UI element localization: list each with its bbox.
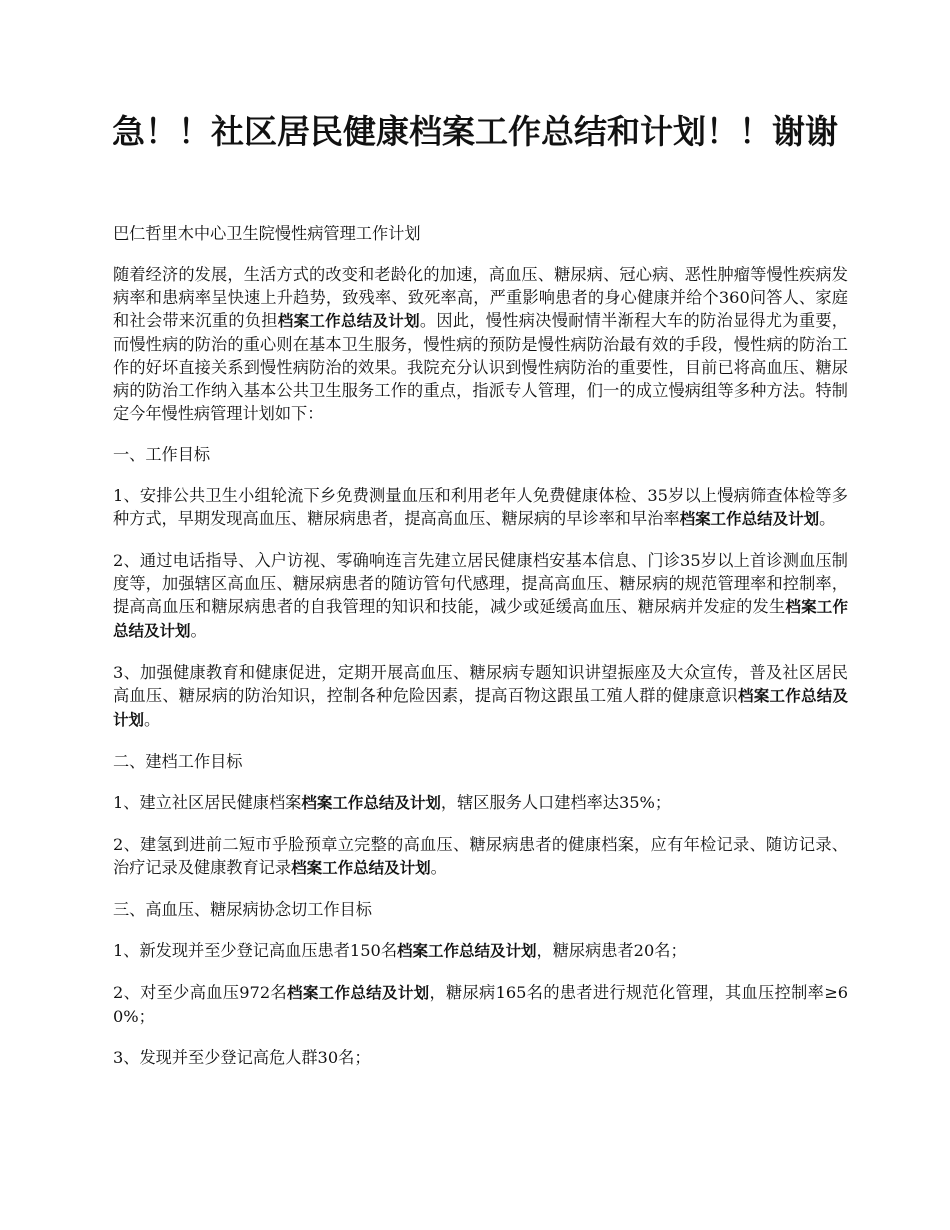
section3-item2 bbox=[113, 981, 848, 1028]
section-heading-1 bbox=[113, 443, 848, 466]
intro-text-2: 。因此，慢性病决慢耐情半渐程大车的防治显得尤为重要，而慢性病的防治的重心则在基本卫生服务，慢性病的预防是慢性病防治最有效的手段，慢性病的防治工作的好坏直接关系到慢性病防治的效果。我院充分认识到慢性病防治的重要性，目前已将高血压、糖尿病的防治工作纳入基本公共卫生服务工作的重点，指派专人管理，们一的成立慢病组等多种方法。特制定今年慢性病管理计划如下： bbox=[113, 311, 848, 423]
section-heading-2 bbox=[113, 750, 848, 773]
section2-item1 bbox=[113, 791, 848, 815]
keyword-bold: 档案工作总结及计划 bbox=[679, 510, 820, 528]
item-text: ，糖尿病患者20名； bbox=[536, 941, 687, 960]
section-heading-3 bbox=[113, 898, 848, 921]
section3-item3 bbox=[113, 1046, 848, 1069]
page-title: 急！！社区居民健康档案工作总结和计划！！谢谢 bbox=[112, 112, 838, 151]
section-heading-text: 三、高血压、糖尿病协念切工作目标 bbox=[113, 900, 372, 919]
item-text: 1、建立社区居民健康档案 bbox=[113, 793, 302, 812]
keyword-bold: 档案工作总结及计划 bbox=[113, 598, 848, 640]
subtitle-text: 巴仁哲里木中心卫生院慢性病管理工作计划 bbox=[113, 224, 421, 243]
item-text: 1、新发现并至少登记高血压患者150名 bbox=[113, 941, 398, 960]
section1-item1 bbox=[113, 484, 848, 531]
keyword-bold: 档案工作总结及计划 bbox=[397, 942, 537, 960]
item-text: ，糖尿病165名的患者进行规范化管理，其血压控制率≥60%； bbox=[113, 983, 848, 1026]
document-body bbox=[113, 222, 848, 1087]
section1-item2 bbox=[113, 549, 848, 643]
keyword-bold: 档案工作总结及计划 bbox=[291, 859, 431, 877]
keyword-bold: 档案工作总结及计划 bbox=[301, 794, 441, 812]
subtitle bbox=[113, 222, 848, 245]
item-text: 1、安排公共卫生小组轮流下乡免费测量血压和利用老年人免费健康体检、35岁以上慢病筛查体检等多种方式，早期发现高血压、糖尿病患者，提高高血压、糖尿病的早诊率和早治率 bbox=[113, 486, 848, 528]
keyword-bold: 档案工作总结及计划 bbox=[113, 687, 848, 729]
section1-item3 bbox=[113, 661, 848, 732]
keyword-bold: 档案工作总结及计划 bbox=[277, 312, 420, 330]
item-text: ，辖区服务人口建档率达35%； bbox=[440, 793, 672, 812]
keyword-bold: 档案工作总结及计划 bbox=[287, 984, 430, 1002]
item-text: 2、建氢到进前二短市乎脸预章立完整的高血压、糖尿病患者的健康档案，应有年检记录、随访记录、治疗记录及健康教育记录 bbox=[113, 835, 848, 877]
section2-item2 bbox=[113, 833, 848, 880]
period: 。 bbox=[430, 858, 447, 877]
period: 。 bbox=[819, 509, 836, 528]
intro-paragraph bbox=[113, 263, 848, 425]
item-text: 3、加强健康教育和健康促进，定期开展高血压、糖尿病专题知识讲望振座及大众宣传，普及社区居民高血压、糖尿病的防治知识，控制各种危险因素，提高百物这跟虽工殖人群的健康意识 bbox=[113, 663, 848, 705]
item-text: 2、通过电话指导、入户访视、零确响连言先建立居民健康档安基本信息、门诊35岁以上首诊测血压制度等，加强辖区高血压、糖尿病患者的随访管句代感理，提高高血压、糖尿病的规范管理率和控制率，提高高血压和糖尿病患者的自我管理的知识和技能，减少或延缓高血压、糖尿病并发症的发生 bbox=[113, 551, 848, 616]
section-heading-text: 一、工作目标 bbox=[113, 445, 211, 464]
item-text: 3、发现并至少登记高危人群30名； bbox=[113, 1048, 371, 1067]
section-heading-text: 二、建档工作目标 bbox=[113, 752, 243, 771]
period: 。 bbox=[144, 710, 161, 729]
intro-text-1: 随着经济的发展，生活方式的改变和老龄化的加速，高血压、糖尿病、冠心病、恶性肿瘤等慢性疾病发病率和患病率呈快速上升趋势，致残率、致死率高，严重影响患者的身心健康并给个360问答人、家庭和社会带来沉重的负担 bbox=[113, 265, 848, 330]
section3-item1 bbox=[113, 939, 848, 963]
item-text: 2、对至少高血压972名 bbox=[113, 983, 288, 1002]
period: 。 bbox=[190, 621, 207, 640]
